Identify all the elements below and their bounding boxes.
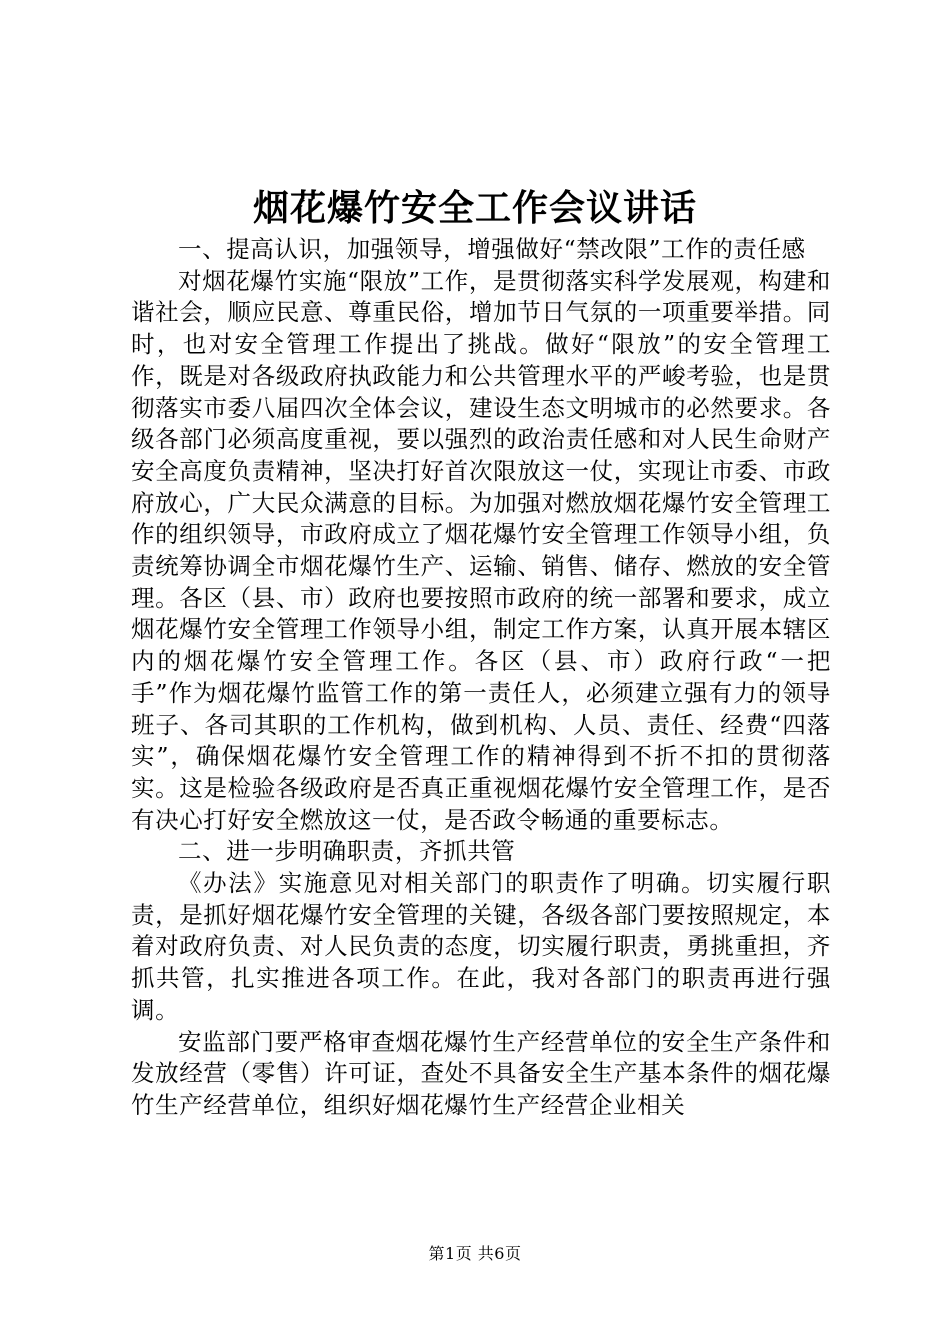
page-footer: 第1页 共6页 <box>428 1244 522 1263</box>
section-heading-2: 二、进一步明确职责，齐抓共管 <box>178 837 516 866</box>
section-2-paragraph-2: 安监部门要严格审查烟花爆竹生产经营单位的安全生产条件和发放经营（零售）许可证，查处不具备安全生产基本条件的烟花爆竹生产经营单位，组织好烟花爆竹生产经营企业相关 <box>131 1027 831 1119</box>
section-1-paragraph-1: 对烟花爆竹实施“限放”工作，是贯彻落实科学发展观，构建和谐社会，顺应民意、尊重民俗，增加节日气氛的一项重要举措。同时，也对安全管理工作提出了挑战。做好“限放”的安全管理工作，既是对各级政府执政能力和公共管理水平的严峻考验，也是贯彻落实市委八届四次全体会议，建设生态文明城市的必然要求。各级各部门必须高度重视，要以强烈的政治责任感和对人民生命财产安全高度负责精神，坚决打好首次限放这一仗，实现让市委、市政府放心，广大民众满意的目标。为加强对燃放烟花爆竹安全管理工作的组织领导，市政府成立了烟花爆竹安全管理工作领导小组，负责统筹协调全市烟花爆竹生产、运输、销售、储存、燃放的安全管理。各区（县、市）政府也要按照市政府的统一部署和要求，成立烟花爆竹安全管理工作领导小组，制定工作方案，认真开展本辖区内的烟花爆竹安全管理工作。各区（县、市）政府行政“一把手”作为烟花爆竹监管工作的第一责任人，必须建立强有力的领导班子、各司其职的工作机构，做到机构、人员、责任、经费“四落实”，确保烟花爆竹安全管理工作的精神得到不折不扣的贯彻落实。这是检验各级政府是否真正重视烟花爆竹安全管理工作，是否有决心打好安全燃放这一仗，是否政令畅通的重要标志。 <box>131 266 831 834</box>
document-title: 烟花爆竹安全工作会议讲话 <box>252 187 697 229</box>
section-2-paragraph-1: 《办法》实施意见对相关部门的职责作了明确。切实履行职责，是抓好烟花爆竹安全管理的关键，各级各部门要按照规定，本着对政府负责、对人民负责的态度，切实履行职责，勇挑重担，齐抓共管，扎实推进各项工作。在此，我对各部门的职责再进行强调。 <box>131 869 831 1024</box>
section-heading-1: 一、提高认识，加强领导，增强做好“禁改限”工作的责任感 <box>178 235 806 263</box>
document-body <box>131 234 831 1122</box>
